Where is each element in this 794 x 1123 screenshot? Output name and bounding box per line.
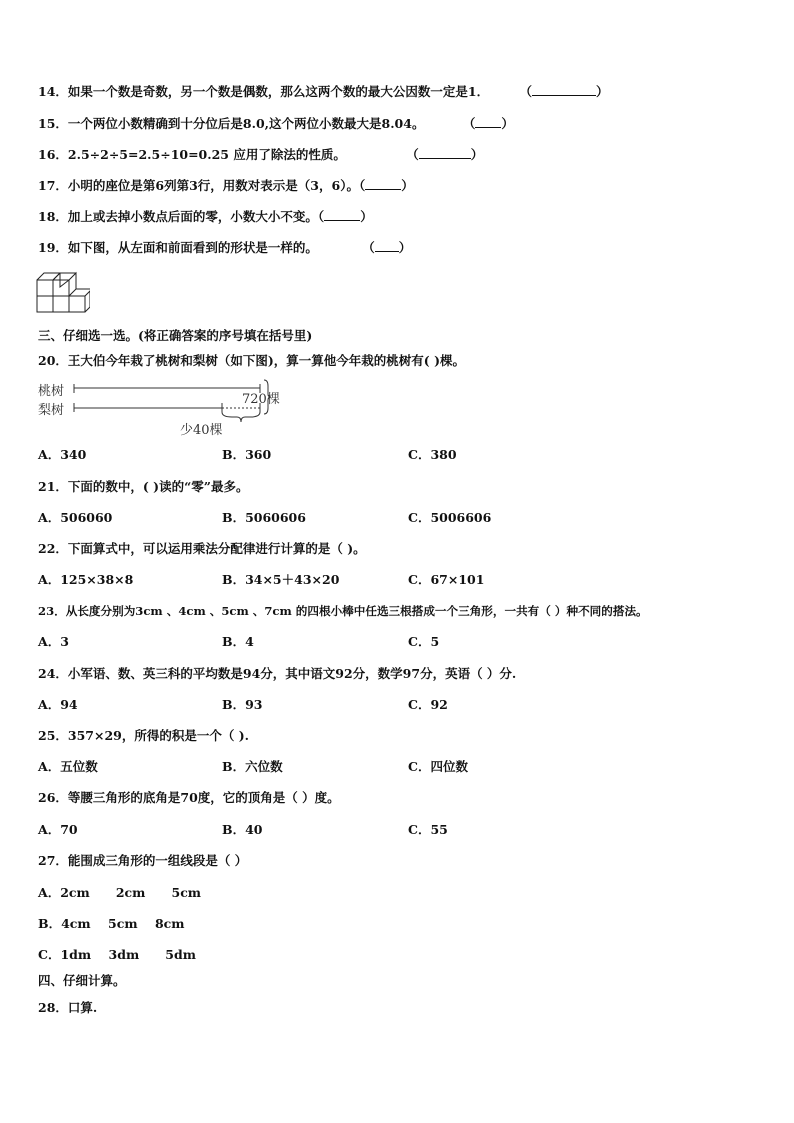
option-a[interactable]: A．506060 [38, 510, 113, 525]
question-20: 20．王大伯今年栽了桃树和梨树（如下图)，算一算他今年栽的桃树有( )棵。 [38, 353, 465, 368]
option-b[interactable]: B．5060606 [222, 510, 306, 525]
tree-diagram [38, 378, 298, 436]
question-21: 21．下面的数中，( )读的“零”最多。 [38, 479, 249, 494]
question-27: 27．能围成三角形的一组线段是（ ） [38, 853, 248, 868]
question-26: 26．等腰三角形的底角是70度，它的顶角是（ ）度。 [38, 790, 340, 805]
question-24: 24．小军语、数、英三科的平均数是94分，其中语文92分，数学97分，英语（ ）分. [38, 666, 517, 681]
option-c[interactable]: C．5 [408, 634, 440, 649]
option-a[interactable]: A．125×38×8 [38, 572, 134, 587]
option-c[interactable]: C．92 [408, 697, 448, 712]
option-c[interactable]: C．67×101 [408, 572, 485, 587]
option-b[interactable]: B．40 [222, 822, 263, 837]
option-c[interactable]: C．380 [408, 447, 457, 462]
question-15: 15．一个两位小数精确到十分位后是8.0,这个两位小数最大是8.04。 （ ） [38, 116, 514, 131]
answer-blank[interactable] [419, 146, 471, 159]
option-b[interactable]: B．34×5＋43×20 [222, 572, 340, 587]
question-14: 14．如果一个数是奇数，另一个数是偶数，那么这两个数的最大公因数一定是1． （ ） [38, 84, 609, 99]
question-16: 16．2.5÷2÷5=2.5÷10=0.25 应用了除法的性质。 （ ） [38, 147, 484, 162]
cube-figure [36, 268, 90, 318]
option-a[interactable]: A．70 [38, 822, 78, 837]
question-17: 17．小明的座位是第6列第3行，用数对表示是（3，6）。（ ） [38, 178, 414, 193]
option-b[interactable]: B．93 [222, 697, 263, 712]
question-22: 22．下面算式中，可以运用乘法分配律进行计算的是（ )。 [38, 541, 366, 556]
question-25: 25．357×29，所得的积是一个（ ). [38, 728, 249, 743]
answer-blank[interactable] [475, 115, 501, 128]
option-b[interactable]: B．360 [222, 447, 272, 462]
answer-blank[interactable] [532, 83, 596, 96]
peach-label: 桃树 [38, 384, 65, 399]
answer-blank[interactable] [324, 208, 360, 221]
less-label: 少40棵 [180, 423, 223, 438]
section-4-heading: 四、仔细计算。 [38, 973, 126, 988]
option-c[interactable]: C．55 [408, 822, 448, 837]
option-c[interactable]: C．四位数 [408, 759, 468, 774]
question-18: 18．加上或去掉小数点后面的零，小数大小不变。（ ） [38, 209, 373, 224]
question-19: 19．如下图，从左面和前面看到的形状是一样的。 （ ） [38, 240, 412, 255]
section-3-heading: 三、仔细选一选。(将正确答案的序号填在括号里) [38, 328, 313, 343]
option-b[interactable]: B．4 [222, 634, 254, 649]
option-a[interactable]: A．94 [38, 697, 78, 712]
pear-label: 梨树 [38, 403, 65, 418]
option-a[interactable]: A．五位数 [38, 759, 98, 774]
question-28: 28．口算. [38, 1000, 98, 1015]
answer-blank[interactable] [375, 239, 399, 252]
option-b[interactable]: B．六位数 [222, 759, 283, 774]
option-c[interactable]: C．1dm 3dm 5dm [38, 947, 196, 962]
option-a[interactable]: A．2cm 2cm 5cm [38, 885, 202, 900]
option-b[interactable]: B．4cm 5cm 8cm [38, 916, 185, 931]
option-a[interactable]: A．340 [38, 447, 87, 462]
answer-blank[interactable] [365, 177, 401, 190]
total-label: 720棵 [242, 392, 280, 407]
question-23: 23．从长度分别为3cm 、4cm 、5cm 、7cm 的四根小棒中任选三根搭成一个三角形，一共有（ ）种不同的搭法。 [38, 604, 648, 618]
option-c[interactable]: C．5006606 [408, 510, 492, 525]
option-a[interactable]: A．3 [38, 634, 69, 649]
